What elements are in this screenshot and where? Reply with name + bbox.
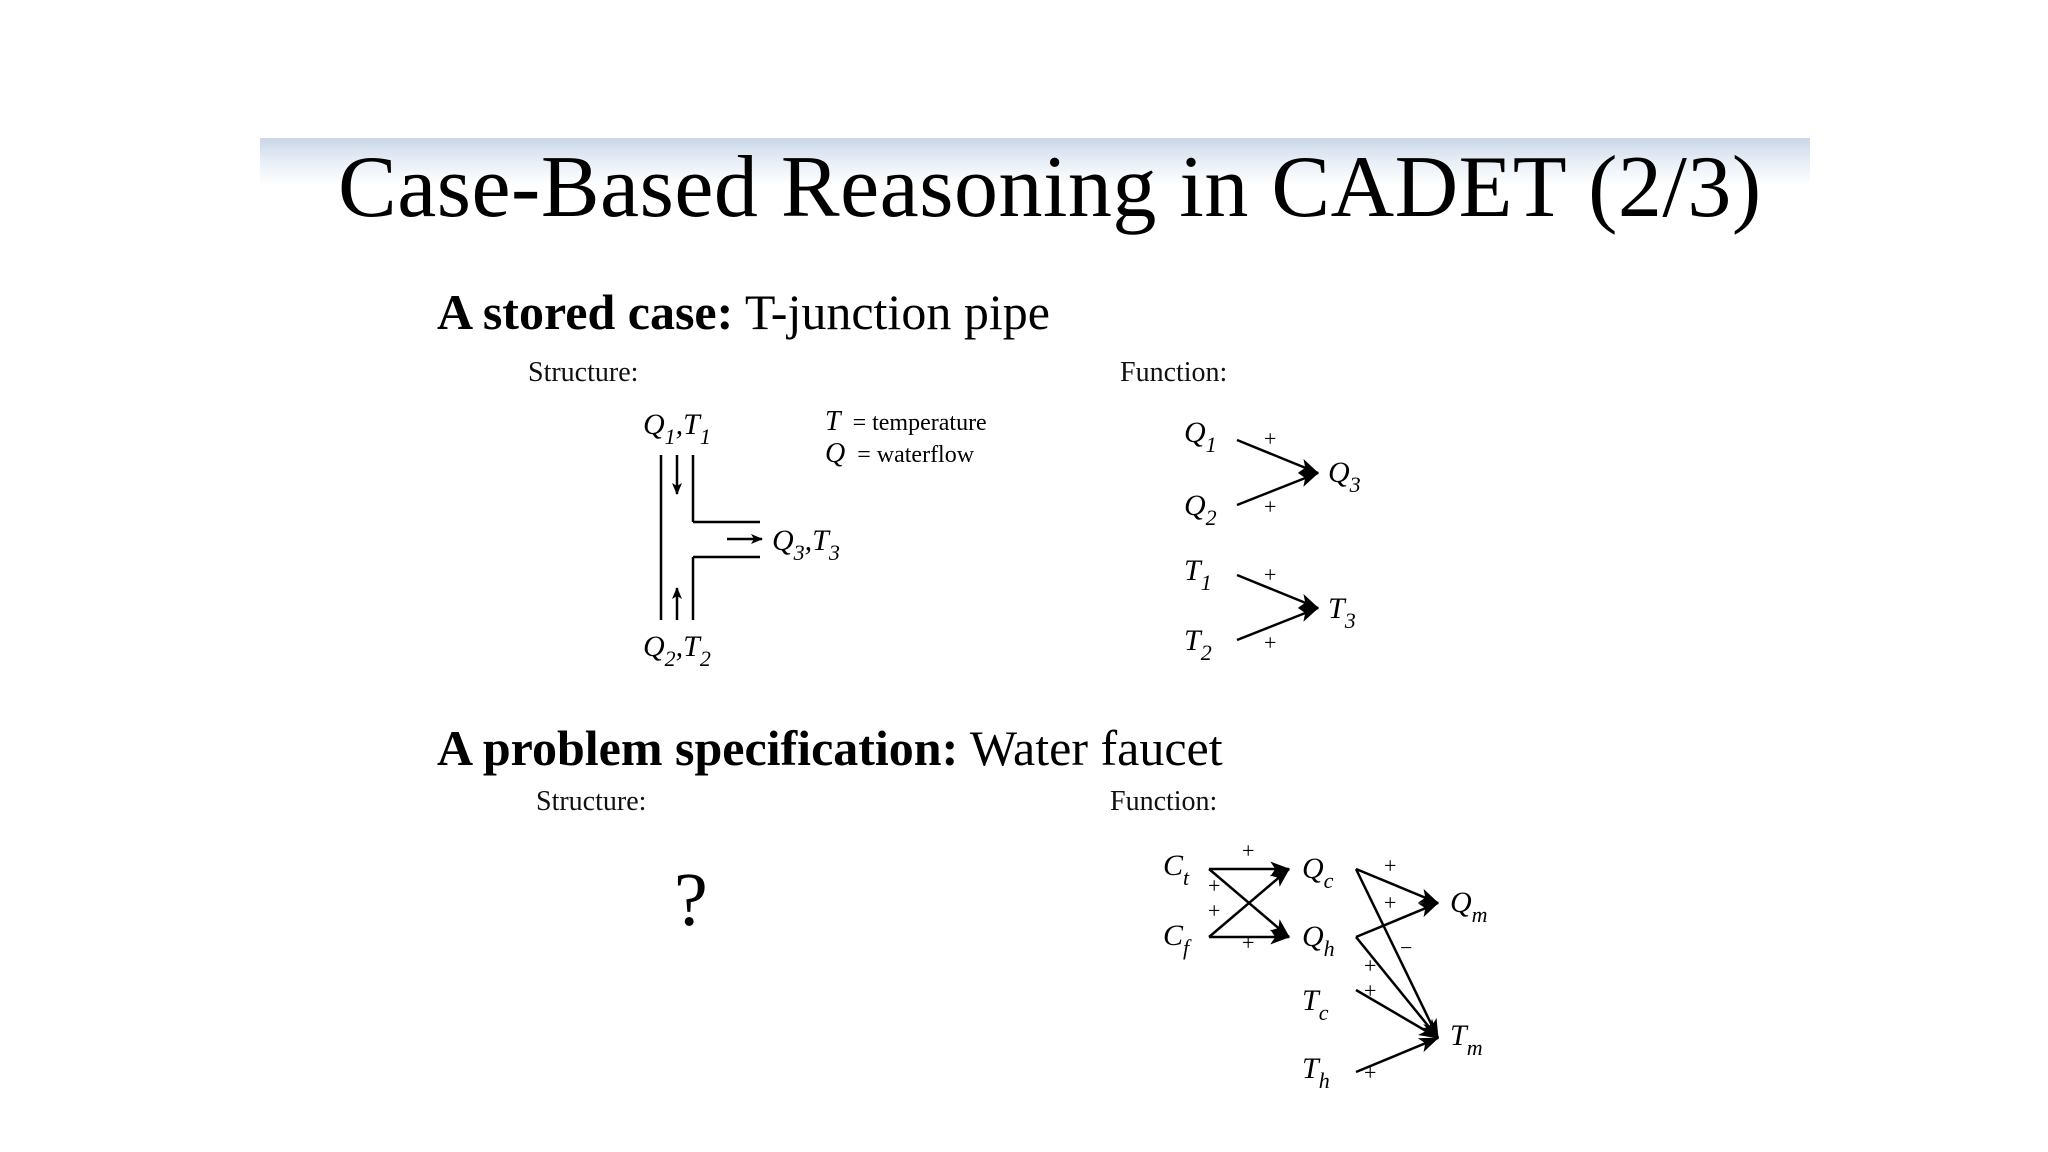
node-q3: Q3 bbox=[1328, 456, 1361, 497]
problem-spec-heading-bold: A problem specification: bbox=[437, 720, 959, 776]
node-q2: Q2 bbox=[1184, 489, 1217, 530]
sign-ct-qc: + bbox=[1242, 838, 1255, 863]
problem-spec-heading-rest: Water faucet bbox=[958, 720, 1223, 776]
node-qc: Qc bbox=[1302, 852, 1334, 893]
sign-qc-qm: + bbox=[1384, 853, 1397, 878]
node-tc: Tc bbox=[1302, 984, 1329, 1025]
problem-function-label: Function: bbox=[1110, 786, 1218, 817]
stored-structure-label: Structure: bbox=[528, 357, 639, 388]
legend-symbol-t: T bbox=[825, 406, 841, 437]
node-t1: T1 bbox=[1184, 554, 1212, 595]
sign-q1-q3: + bbox=[1264, 426, 1277, 451]
problem-function-text bbox=[1163, 838, 1488, 1093]
legend-text-temperature: = temperature bbox=[852, 410, 987, 436]
node-qh: Qh bbox=[1302, 920, 1335, 961]
stored-case-heading-rest: T-junction pipe bbox=[733, 284, 1050, 340]
edge-q2-q3 bbox=[1237, 473, 1318, 505]
sign-qh-tm: + bbox=[1364, 953, 1377, 978]
sign-ct-qh: + bbox=[1208, 873, 1221, 898]
sign-t2-t3: + bbox=[1264, 630, 1277, 655]
pipe-label-top: Q1,T1 bbox=[643, 408, 711, 449]
legend-symbol-q: Q bbox=[825, 438, 846, 469]
node-ct: Ct bbox=[1163, 849, 1190, 890]
node-qm: Qm bbox=[1450, 886, 1488, 927]
unknown-structure-mark: ? bbox=[674, 858, 708, 942]
edge-t1-t3 bbox=[1237, 575, 1318, 608]
sign-qc-tm: − bbox=[1400, 935, 1413, 960]
sign-tc-tm: + bbox=[1364, 978, 1377, 1003]
stored-case-heading-bold: A stored case: bbox=[437, 284, 734, 340]
sign-cf-qh: + bbox=[1242, 930, 1255, 955]
node-th: Th bbox=[1302, 1052, 1330, 1093]
sign-th-tm: + bbox=[1364, 1060, 1377, 1085]
node-t3: T3 bbox=[1328, 592, 1356, 633]
edge-t2-t3 bbox=[1237, 608, 1318, 640]
node-tm: Tm bbox=[1450, 1019, 1483, 1060]
sign-q2-q3: + bbox=[1264, 494, 1277, 519]
sign-t1-t3: + bbox=[1264, 562, 1277, 587]
stored-function-graph bbox=[1237, 440, 1318, 640]
t-junction-pipe bbox=[661, 455, 762, 620]
problem-structure-label: Structure: bbox=[536, 786, 647, 817]
sign-cf-qc: + bbox=[1208, 898, 1221, 923]
pipe-label-bottom: Q2,T2 bbox=[643, 630, 711, 671]
node-cf: Cf bbox=[1163, 919, 1190, 960]
edge-q1-q3 bbox=[1237, 440, 1318, 473]
stored-function-label: Function: bbox=[1120, 357, 1228, 388]
sign-qh-qm: + bbox=[1384, 890, 1397, 915]
node-t2: T2 bbox=[1184, 624, 1212, 665]
edge-qh-qm bbox=[1356, 903, 1438, 937]
pipe-label-right: Q3,T3 bbox=[772, 524, 840, 565]
node-q1: Q1 bbox=[1184, 416, 1217, 457]
slide-title: Case-Based Reasoning in CADET (2/3) bbox=[338, 139, 1762, 236]
problem-function-graph bbox=[1209, 869, 1438, 1072]
edge-qc-qm bbox=[1356, 869, 1438, 903]
legend-text-waterflow: = waterflow bbox=[857, 442, 975, 468]
